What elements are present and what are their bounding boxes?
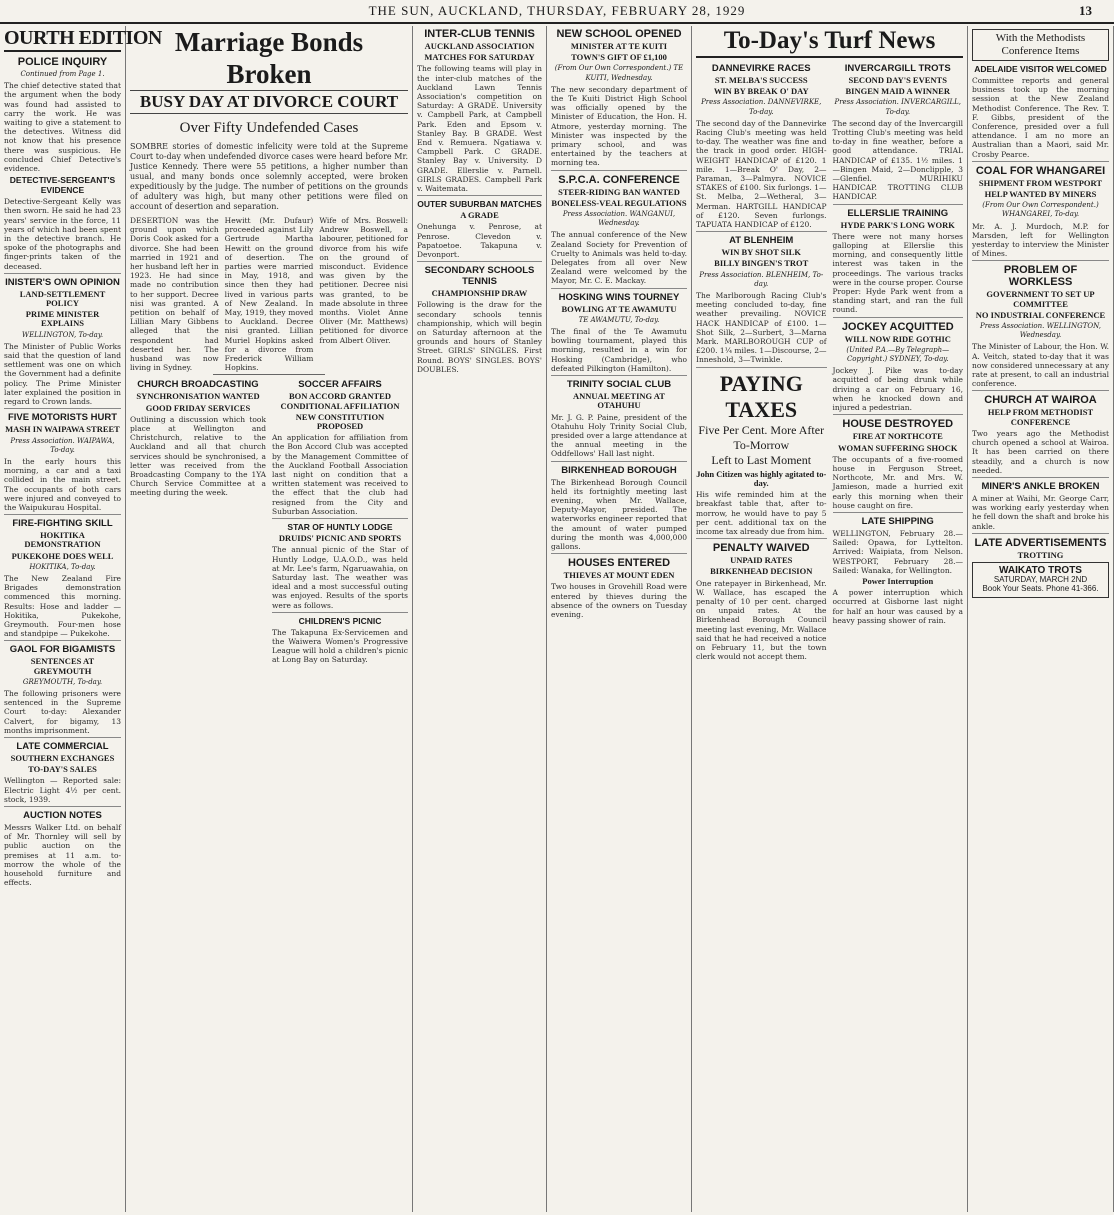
story-methodists bbox=[972, 29, 1109, 61]
deck: WIN BY SHOT SILK bbox=[721, 247, 802, 258]
story-body: The annual picnic of the Star of Huntly Lodge, U.A.O.D., was held at Mr. Lee's farm, Ngaruawahia, on Saturday last. The weather was ideal and a most successful outing was enjoyed. Results of the sports were as follows. bbox=[272, 545, 408, 610]
deck: SENTENCES AT GREYMOUTH bbox=[30, 656, 95, 676]
deck: LAND-SETTLEMENT POLICY bbox=[19, 288, 106, 309]
story-body: Two years ago the Methodist church opened a school at Wairoa. It has been carried on there steadily, and a church is now needed. bbox=[972, 428, 1109, 475]
headline: With the Methodists bbox=[995, 32, 1086, 44]
headline: STAR OF HUNTLY LODGE bbox=[287, 522, 393, 533]
deck: ANNUAL MEETING AT OTAHUHU bbox=[573, 391, 665, 411]
dateline: Press Association. BLENHEIM, To-day. bbox=[699, 270, 824, 288]
story-body: Jockey J. Pike was to-day acquitted of being drunk while driving a car on February 16, when he knocked down and injured a pedestrian. bbox=[832, 366, 963, 413]
story-body: Wife of Mrs. Boswell: Andrew Boswell, a labourer, petitioned for divorce from his wife on the ground of misconduct. Evidence was given by the petitioner. Decree nisi was granted, to be made absolute in three months. Violet Anne Oliver (Mr. Matthews) petitioned for divorce from Albert Oliver. bbox=[319, 216, 409, 345]
column-2 bbox=[126, 26, 413, 1212]
story-body: Onehunga v. Penrose, at Penrose. Clevedon v. Papatoetoe. Takapuna v. Devonport. bbox=[417, 222, 542, 260]
story-body: One ratepayer in Birkenhead, Mr. W. Wallace, has escaped the penalty of 10 per cent. charged on unpaid rates. At the Birkenhead Borough Council meeting last evening, Mr. Wallace said that he had received a notice on February 11, but the town clerk would not accept them. bbox=[696, 578, 827, 662]
story-penalty-waived bbox=[696, 542, 827, 663]
headline: OUTER SUBURBAN MATCHES bbox=[417, 199, 542, 210]
story-new-school bbox=[551, 28, 687, 171]
headline: FIVE MOTORISTS HURT bbox=[7, 412, 118, 424]
deck: GOOD FRIDAY SERVICES bbox=[145, 402, 251, 413]
deck: WILL NOW RIDE GOTHIC bbox=[844, 333, 951, 344]
story-birkenhead bbox=[551, 465, 687, 555]
subhead: Left to Last Moment bbox=[711, 452, 812, 467]
dateline: (From Our Own Correspondent.) TE KUITI, Wednesday. bbox=[554, 64, 684, 82]
deck: THIEVES AT MOUNT EDEN bbox=[563, 570, 675, 581]
lead-subhead: BUSY DAY AT DIVORCE COURT bbox=[130, 91, 408, 114]
story-body: Mr. A. J. Murdoch, M.P. for Marsden, left for Wellington yesterday to interview the Minister of Mines. bbox=[972, 221, 1109, 259]
deck: SYNCHRONISATION WANTED bbox=[136, 391, 260, 402]
deck: PUKEKOHE DOES WELL bbox=[11, 550, 114, 561]
page-number: 13 bbox=[1079, 3, 1092, 18]
story-body: Detective-Sergeant Kelly was then sworn. He said he had 23 years' service in the force, 11 years of which had been spent in the detective branch. He spoke of the photographs and finger-prints taken of the deceased. bbox=[4, 197, 121, 271]
story-body: The Marlborough Racing Club's meeting concluded to-day, fine weather prevailing. NOVICE HACK HANDICAP of £100. 1—Shot Silk, 2—Surbert, 3—Marna Mark. MARLBOROUGH CUP of £200. 1¼ miles. 1—Discourse, 2—Inneshold, 3—Twinkle. bbox=[696, 291, 827, 365]
column-1 bbox=[0, 26, 162, 1212]
dateline: Press Association. WANGANUI, Wednesday. bbox=[562, 210, 676, 228]
dateline: (United P.A.—By Telegraph—Copyright.) SYDNEY, To-day. bbox=[846, 345, 950, 364]
headline: LATE ADVERTISEMENTS bbox=[974, 536, 1107, 549]
story-soccer bbox=[272, 379, 408, 519]
turf-columns bbox=[696, 61, 963, 666]
story-blenheim bbox=[696, 235, 827, 367]
story-late-shipping bbox=[833, 516, 964, 627]
story-miner bbox=[972, 481, 1109, 534]
story-body: The new secondary department of the Te Kuiti District High School was officially opened by the Minister of Education, the Hon. H. Atmore, yesterday morning. The Minister was inspected by the primary school, and was entertained by the teachers at morning tea. bbox=[551, 84, 687, 168]
subhead: DETECTIVE-SERGEANT'S EVIDENCE bbox=[9, 175, 116, 196]
story-houses-entered bbox=[551, 557, 687, 621]
story-motorists bbox=[4, 412, 121, 515]
column-3 bbox=[413, 26, 547, 1212]
headline: AUCTION NOTES bbox=[23, 810, 102, 821]
dateline: Press Association. INVERCARGILL, To-day. bbox=[834, 98, 961, 116]
story-dannevirke bbox=[696, 63, 827, 232]
story-fire-fighting bbox=[4, 518, 121, 641]
story-coal bbox=[972, 165, 1109, 262]
headline: HOUSES ENTERED bbox=[567, 557, 671, 570]
lead-columns bbox=[130, 216, 408, 372]
headline: DANNEVIRKE RACES bbox=[711, 63, 811, 74]
headline: S.P.C.A. CONFERENCE bbox=[558, 173, 680, 186]
deck: Continued from Page 1. bbox=[20, 70, 105, 78]
deck: ST. MELBA'S SUCCESS bbox=[714, 75, 808, 85]
story-druids bbox=[272, 522, 408, 613]
story-body: The occupants of a five-roomed house in Ferguson Street, Northcote, Mr. and Mrs. W. Jamieson, made a hurried exit early this morning when their house caught on fire. bbox=[832, 454, 963, 510]
deck: A GRADE bbox=[460, 210, 499, 221]
headline: SOCCER AFFAIRS bbox=[298, 379, 382, 391]
story-workless bbox=[972, 264, 1109, 391]
deck: SOUTHERN EXCHANGES bbox=[10, 752, 115, 763]
headline: LATE COMMERCIAL bbox=[16, 740, 109, 752]
story-late-advertisements bbox=[972, 537, 1109, 600]
deck: SHIPMENT FROM WESTPORT bbox=[978, 177, 1103, 188]
story-body: Messrs Walker Ltd. on behalf of Mr. Thornley will sell by public auction on the premises at 11 a.m. to-morrow the whole of the household furniture and effects. bbox=[4, 823, 121, 888]
deck: STEER-RIDING BAN WANTED bbox=[558, 186, 680, 197]
headline: PROBLEM OF WORKLESS bbox=[1003, 264, 1078, 289]
story-inter-club-tennis bbox=[417, 28, 542, 196]
story-auction bbox=[4, 810, 121, 889]
headline: TRINITY SOCIAL CLUB bbox=[566, 379, 672, 391]
deck: AUCKLAND ASSOCIATION bbox=[424, 41, 535, 51]
headline: AT BLENHEIM bbox=[729, 235, 794, 247]
story-body: WELLINGTON, February 28.—Sailed: Opawa, for Lyttelton. Arrived: Waipiata, from Nelson. WESTPORT, February 28.—Sailed: Wanaka, for Wellington. bbox=[832, 528, 963, 575]
story-body: The second day of the Dannevirke Racing Club's meeting was held to-day. The weather was fine and the track in good order. HIGH-WEIGHT HANDICAP of £120. 1 mile. 1—Break O' Day, 2—Paraman, 3—Palmyra. NOVICE STAKES of £100. Six furlongs. 1—St. Melba, 2—Wetheral, 3—Merman. HARTGILL HANDICAP of £120. Seven furlongs. TAPUATA HANDICAP of £120. bbox=[696, 118, 827, 230]
subhead: Conference Items bbox=[1001, 45, 1080, 57]
headline: BIRKENHEAD BOROUGH bbox=[561, 464, 677, 476]
column-4 bbox=[547, 26, 692, 1212]
story-church-broadcasting bbox=[130, 379, 266, 499]
headline: CHURCH AT WAIROA bbox=[984, 394, 1097, 407]
story-body: There were not many horses galloping at Ellerslie this morning, and consequently little interest was taken in the proceedings. The various tracks were in the course proper. Course Proper: Hyde Park went from a standing start, and ran the full round. bbox=[832, 231, 963, 315]
edition-banner: OURTH EDITION bbox=[4, 26, 121, 52]
dateline: HOKITIKA, To-day. bbox=[29, 562, 96, 571]
story-body: The final of the Te Awamutu bowling tournament, played this morning, resulted in a win for Hosking (Cambridge), who defeated Pilkington (Hamilton). bbox=[551, 327, 687, 373]
lead-intro: SOMBRE stories of domestic infelicity were told at the Supreme Court to-day when undefended divorce cases were heard before Mr. Justice Kennedy. There were 55 petitions, a higher number than usual, and many bonds once solemnly accepted, were broken expeditiously by the judge. The number of petitions on the grounds of adultery was high, but many other petitions were filed on account of desertion and separation. bbox=[130, 142, 408, 211]
lead-deck: Over Fifty Undefended Cases bbox=[179, 120, 359, 136]
advert-note: Book Your Seats. Phone 41-366. bbox=[982, 584, 1099, 594]
headline: CHILDREN'S PICNIC bbox=[298, 615, 382, 626]
deck: BIRKENHEAD DECISION bbox=[710, 566, 813, 577]
deck: MATCHES FOR SATURDAY bbox=[424, 52, 535, 63]
headline: PENALTY WAIVED bbox=[712, 542, 810, 555]
column-6 bbox=[968, 26, 1114, 1212]
headline: NEW SCHOOL OPENED bbox=[556, 28, 682, 40]
story-body: Two houses in Grovehill Road were entered by thieves during the absence of the owners on Tuesday evening. bbox=[551, 582, 687, 619]
deck: HELP FROM METHODIST CONFERENCE bbox=[987, 407, 1094, 427]
headline: PAYING TAXES bbox=[719, 370, 803, 422]
story-body: His wife reminded him at the breakfast table that, after to-morrow, he would have to pay 5 per cent. additional tax on the income tax already due from him. bbox=[696, 490, 827, 536]
lower-left bbox=[130, 377, 266, 669]
story-body: Following is the draw for the secondary schools tennis championship, which will begin on Saturday afternoon at the grounds and hours of Stanley Street. GIRLS' SINGLES. First Round. BOYS' SINGLES. BOYS' DOUBLES. bbox=[417, 300, 542, 374]
subhead: Five Per Cent. More After To-Morrow bbox=[698, 422, 825, 452]
story-outer-suburban bbox=[417, 199, 542, 262]
headline: HOUSE DESTROYED bbox=[842, 418, 954, 431]
headline: HOSKING WINS TOURNEY bbox=[558, 291, 680, 303]
deck: FIRE AT NORTHCOTE bbox=[852, 431, 943, 442]
turf-right bbox=[833, 61, 964, 666]
deck: BOWLING AT TE AWAMUTU bbox=[561, 303, 677, 314]
lower-columns bbox=[130, 377, 408, 669]
story-body: The following prisoners were sentenced in the Supreme Court to-day: Alexander Calvert, for bigamy, 13 months imprisonment. bbox=[4, 688, 121, 735]
story-body: The Minister of Labour, the Hon. W. A. Veitch, stated to-day that it was now considered unnecessary at any rate at present, to call an industrial conference. bbox=[972, 342, 1109, 389]
dateline: (From Our Own Correspondent.) WHANGAREI, To-day. bbox=[982, 201, 1099, 219]
headline: POLICE INQUIRY bbox=[17, 56, 108, 68]
turf-left bbox=[696, 61, 827, 666]
advert-club: WAIKATO TROTS bbox=[999, 564, 1082, 576]
story-wairoa bbox=[972, 394, 1109, 477]
headline: INVERCARGILL TROTS bbox=[844, 63, 951, 74]
deck: WIN BY BREAK O' DAY bbox=[713, 86, 809, 97]
headline: SECONDARY SCHOOLS TENNIS bbox=[424, 265, 535, 288]
story-commercial bbox=[4, 741, 121, 807]
story-body: Wellington — Reported sale: Electric Light 4½ per cent. stock, 1939. bbox=[4, 776, 121, 804]
story-body: The annual conference of the New Zealand Society for Prevention of Cruelty to Animals was held to-day. Delegates from all over New Zealand were welcomed by the Mayor, Mr. C. E. Mackay. bbox=[551, 230, 687, 286]
story-gaol bbox=[4, 644, 121, 738]
deck: SECOND DAY'S EVENTS bbox=[848, 75, 947, 85]
headline: LATE SHIPPING bbox=[861, 515, 934, 527]
lead-headline: Marriage Bonds Broken bbox=[130, 26, 408, 91]
deck: DRUIDS' PICNIC AND SPORTS bbox=[278, 533, 402, 544]
story-body: In the early hours this morning, a car and a taxi collided in the main street. The occupants of both cars were injured and conveyed to the Waipukurau Hospital. bbox=[4, 456, 121, 512]
dateline: GREYMOUTH, To-day. bbox=[22, 677, 103, 686]
story-body: The Birkenhead Borough Council held its fortnightly meeting last evening, when Mr. Wallace, Deputy-Mayor, presided. The waterworks engineer reported that the amount of water pumped during the month was 4,000,000 gallons. bbox=[551, 477, 687, 551]
masthead bbox=[0, 0, 1114, 24]
headline: COAL FOR WHANGAREI bbox=[975, 164, 1106, 177]
deck: GOVERNMENT TO SET UP COMMITTEE bbox=[986, 289, 1095, 309]
deck: BILLY BINGEN'S TROT bbox=[714, 258, 809, 269]
story-paying-taxes bbox=[696, 371, 827, 539]
turf-banner: To-Day's Turf News bbox=[696, 26, 963, 58]
deck: UNPAID RATES bbox=[730, 555, 793, 566]
story-invercargill bbox=[833, 63, 964, 205]
story-ellerslie bbox=[833, 208, 964, 318]
masthead-title: THE SUN, AUCKLAND, THURSDAY, FEBRUARY 28, 1929 bbox=[368, 3, 746, 18]
headline: ELLERSLIE TRAINING bbox=[847, 207, 949, 219]
story-body: The Takapuna Ex-Servicemen and the Waiwera Women's Progressive League will hold a children's picnic at Long Bay on Saturday. bbox=[272, 627, 408, 665]
story-body: The New Zealand Fire Brigades demonstration commenced this morning. Results: Hose and ladder — Hokitika, Pukekohe, Greymouth. Four-men hose and standpipe — Pukekohe. bbox=[4, 573, 121, 639]
deck: HELP WANTED BY MINERS bbox=[984, 189, 1097, 200]
headline: CHURCH BROADCASTING bbox=[137, 379, 259, 391]
story-body: A miner at Waihi, Mr. George Carr, was working early yesterday when he fell down the shaft and broke his ankle. bbox=[972, 493, 1109, 531]
deck: John Citizen was highly agitated to-day. bbox=[696, 468, 827, 488]
headline: INTER-CLUB TENNIS bbox=[424, 28, 535, 40]
column-5 bbox=[692, 26, 968, 1212]
story-body: The Minister of Public Works said that the question of land settlement was one on which the Government had a definite policy. The Prime Minister later explained the position in regard to Crown lands. bbox=[4, 341, 121, 407]
deck: MINISTER AT TE KUITI bbox=[570, 41, 668, 51]
deck: NO INDUSTRIAL CONFERENCE bbox=[975, 309, 1106, 320]
divider bbox=[213, 374, 324, 375]
headline: MINER'S ANKLE BROKEN bbox=[981, 480, 1100, 492]
dateline: Press Association. WELLINGTON, Wednesday. bbox=[979, 322, 1101, 340]
story-secondary-schools-tennis bbox=[417, 265, 542, 376]
deck: HOKITIKA DEMONSTRATION bbox=[24, 530, 101, 550]
deck: TO-DAY'S SALES bbox=[28, 764, 97, 775]
deck: ADELAIDE VISITOR WELCOMED bbox=[974, 64, 1107, 74]
headline: GAOL FOR BIGAMISTS bbox=[9, 644, 116, 656]
deck: HYDE PARK'S LONG WORK bbox=[840, 219, 955, 230]
deck: TROTTING bbox=[1017, 549, 1064, 560]
dateline: Press Association. DANNEVIRKE, To-day. bbox=[701, 98, 822, 116]
subhead: Power Interruption bbox=[862, 575, 934, 586]
lower-right bbox=[272, 377, 408, 669]
story-jockey bbox=[833, 321, 964, 416]
deck: CHAMPIONSHIP DRAW bbox=[431, 288, 528, 299]
story-body: The second day of the Invercargill Trotting Club's meeting was held to-day in fine weather, before a good attendance. TRIAL HANDICAP of £135. 1½ miles. 1—Bingen Maid, 2—Donclipple, 3—Glenfiel. MURIHIKU HANDICAP. TROTTING CLUB HANDICAP. bbox=[832, 118, 963, 202]
advert-box bbox=[972, 562, 1109, 598]
headline: INISTER'S OWN OPINION bbox=[5, 276, 120, 288]
story-minister-opinion bbox=[4, 277, 121, 409]
headline: JOCKEY ACQUITTED bbox=[841, 320, 954, 333]
story-body: Hewitt (Mr. Dufaur) proceeded against Lily Gertrude Martha Hewitt on the ground of desertion. The parties were married in May, 1918, and since then they had lived in various parts of New Zealand. In May, 1919, they moved to Auckland. Decree nisi granted. Lillian Muriel Hopkins asked for a divorce from Frederick William Hopkins. bbox=[224, 216, 314, 373]
deck: WOMAN SUFFERING SHOCK bbox=[838, 442, 958, 453]
story-childrens-picnic bbox=[272, 616, 408, 667]
headline: FIRE-FIGHTING SKILL bbox=[12, 518, 113, 530]
story-body: Outlining a discussion which took place at Wellington and Christchurch, relative to the Auckland and all that church services should be synchronised, a letter was received from the Broadcasting Company to the 1YA Church Service Committee at a meeting during the week. bbox=[130, 414, 266, 498]
story-body: An application for affiliation from the Bon Accord Club was accepted by the Management Committee of the Auckland Football Association last night on condition that a written statement was received to the effect that the club had resigned from the City and Suburban Association. bbox=[272, 433, 408, 516]
story-body: Mr. J. G. P. Paine, president of the Otahuhu Holy Trinity Social Club, presided over a large attendance at the annual meeting in the Oddfellows' Hall last night. bbox=[551, 412, 687, 459]
deck: PRIME MINISTER EXPLAINS bbox=[25, 309, 100, 329]
advert-dates: SATURDAY, MARCH 2ND bbox=[993, 575, 1088, 585]
deck: MASH IN WAIPAWA STREET bbox=[5, 424, 120, 435]
deck: NEW CONSTITUTION PROPOSED bbox=[295, 411, 385, 432]
story-body: Committee reports and general business took up the morning session at the New Zealand Methodist Conference. The Rev. T. F. Gibbs, president of the Conference, presided over a full attendance. I am no more an Australian than a Maori, said Mr. Crosby Pearce. bbox=[972, 76, 1109, 159]
story-body: DESERTION was the ground upon which Doris Cook asked for a divorce. She had been married in 1921 and her husband left her in 1923. He had since made no contribution to her support. Decree nisi was granted. A petition on behalf of Lillian Mary Gibbens alleged that the respondent had deserted her. The husband was now living in Sydney. bbox=[130, 216, 219, 373]
dateline: Press Association. WAIPAWA, To-day. bbox=[10, 436, 115, 454]
story-body: The following teams will play in the inter-club matches of the Auckland Lawn Tennis Association's competition on Saturday: A GRADE. University v. Campbell Park, at Campbell Park. Eden and Epsom v. Stanley Bay. B GRADE. West End v. Remuera. Ngatiawa v. Campbell Park. C GRADE. Stanley Bay v. University. D GRADE. Ellerslie v. Parnell. GIRLS GRADES. Campbell Park v. Waitemata. bbox=[417, 64, 542, 194]
story-bowling bbox=[551, 292, 687, 376]
story-police-inquiry bbox=[4, 56, 121, 274]
dateline: TE AWAMUTU, To-day. bbox=[578, 315, 660, 324]
story-methodists-body bbox=[972, 64, 1109, 162]
story-body: A power interruption which occurred at Gisborne last night for half an hour was caused by a heavy passing shower of rain. bbox=[832, 588, 963, 625]
deck: TOWN'S GIFT OF £1,100 bbox=[571, 52, 667, 63]
story-spca bbox=[551, 174, 687, 289]
dateline: WELLINGTON, To-day. bbox=[21, 330, 104, 339]
deck: BONELESS-VEAL REGULATIONS bbox=[551, 197, 687, 208]
story-body: The chief detective stated that the argument when the body was found had assisted to carry the work. He was waiting to give a statement to the detectives. Witness did not know that his presence there was suspicious. He concluded Chief Detective's evidence. bbox=[4, 81, 121, 174]
deck: BON ACCORD GRANTED CONDITIONAL AFFILIATION bbox=[280, 391, 400, 411]
story-house-destroyed bbox=[833, 418, 964, 513]
deck: BINGEN MAID A WINNER bbox=[845, 86, 950, 97]
story-trinity bbox=[551, 379, 687, 461]
